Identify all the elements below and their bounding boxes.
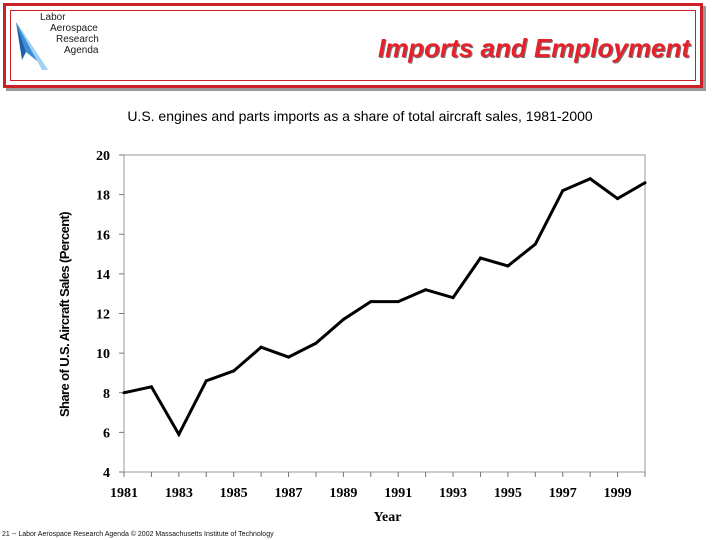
- data-point: [314, 342, 317, 345]
- data-point: [479, 257, 482, 260]
- data-point: [616, 197, 619, 200]
- x-tick-label: 1983: [164, 486, 193, 501]
- x-tick-label: 1989: [329, 486, 358, 501]
- data-point: [561, 189, 564, 192]
- chart-title: U.S. engines and parts imports as a share of total aircraft sales, 1981-2000: [127, 108, 593, 124]
- y-axis-label: Share of U.S. Aircraft Sales (Percent): [57, 211, 72, 418]
- x-tick-label: 1981: [110, 486, 138, 501]
- x-tick-label: 1997: [548, 486, 577, 501]
- y-tick-label: 10: [96, 347, 110, 363]
- x-tick-label: 1995: [493, 486, 522, 501]
- logo-line-1: Labor: [40, 12, 66, 23]
- data-point: [369, 300, 372, 303]
- slide-title: Imports and Employment: [377, 33, 690, 63]
- x-tick-label: 1987: [274, 486, 303, 501]
- data-point: [397, 300, 400, 303]
- x-tick-label: 1991: [384, 486, 413, 501]
- y-tick-label: 8: [103, 386, 110, 402]
- x-tick-label: 1993: [439, 486, 468, 501]
- y-tick-label: 12: [96, 307, 110, 323]
- data-point: [424, 288, 427, 291]
- footer-text: 21 -- Labor Aerospace Research Agenda © 2002 Massachusetts Institute of Technology: [2, 531, 274, 538]
- data-point: [452, 296, 455, 299]
- x-tick-label: 1999: [603, 486, 632, 501]
- y-tick-label: 18: [96, 188, 110, 204]
- y-tick-label: 4: [103, 466, 110, 481]
- x-axis-label: Year: [373, 510, 402, 525]
- data-point: [506, 264, 509, 267]
- data-point: [205, 379, 208, 382]
- data-point: [589, 177, 592, 180]
- data-point: [534, 243, 537, 246]
- logo-line-3: Research: [56, 34, 99, 45]
- y-tick-label: 6: [103, 426, 110, 442]
- plot-frame: [124, 155, 645, 472]
- data-point: [342, 318, 345, 321]
- y-tick-label: 16: [96, 228, 110, 244]
- x-tick-label: 1985: [219, 486, 248, 501]
- data-point: [150, 385, 153, 388]
- data-point: [644, 181, 647, 184]
- data-point: [232, 369, 235, 372]
- logo-line-2: Aerospace: [50, 23, 98, 34]
- y-tick-label: 14: [96, 267, 110, 283]
- data-point: [260, 346, 263, 349]
- data-point: [123, 391, 126, 394]
- y-tick-label: 20: [96, 149, 110, 164]
- series-line: [124, 179, 645, 435]
- data-point: [287, 356, 290, 359]
- data-point: [177, 433, 180, 436]
- logo-line-4: Agenda: [64, 45, 99, 56]
